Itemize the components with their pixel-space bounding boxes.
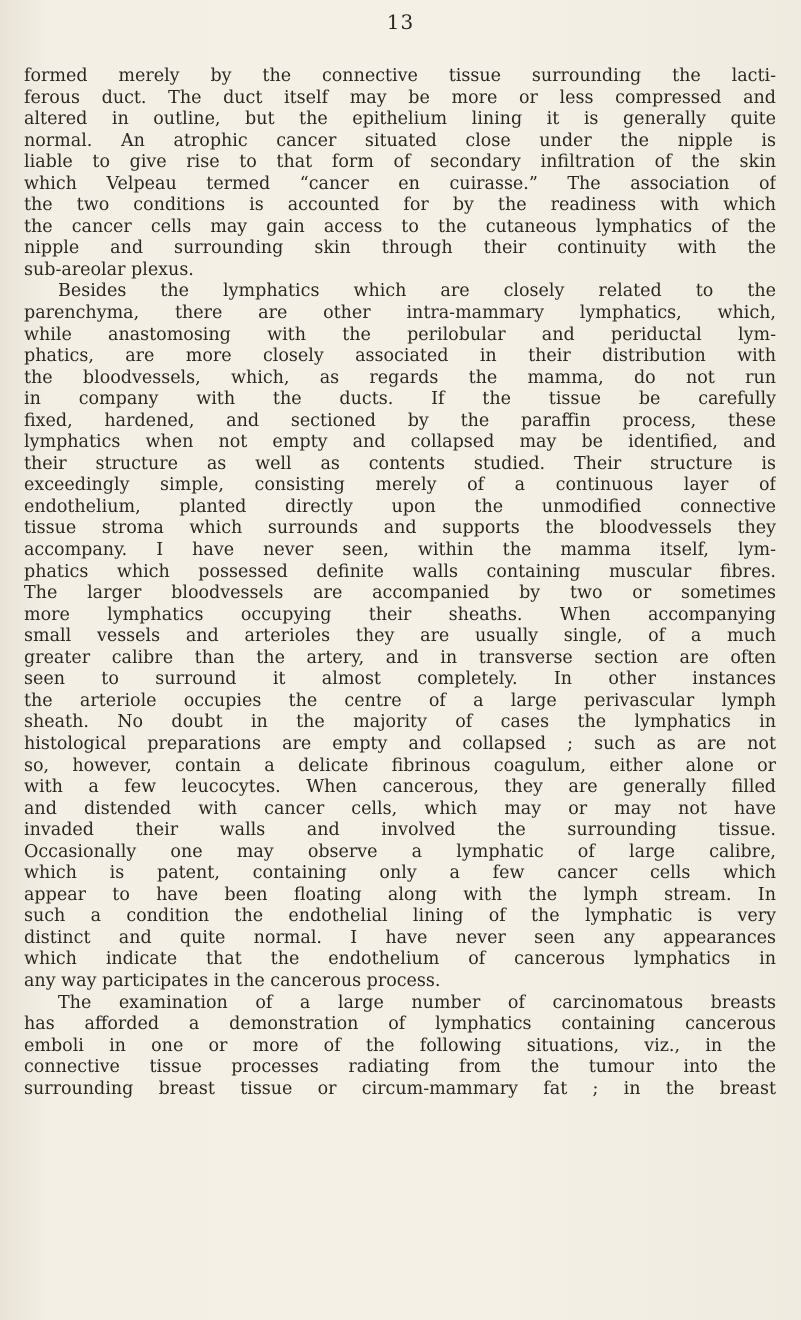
text-line: exceedingly simple, consisting merely of a continuous layer of — [24, 475, 776, 496]
text-line: phatics which possessed definite walls containing muscular fibres. — [24, 561, 776, 582]
text-line: formed merely by the connective tissue surrounding the lacti- — [24, 66, 776, 86]
text-line: altered in outline, but the epithelium lining it is generally quite — [24, 109, 776, 130]
text-line: such a condition the endothelial lining of the lymphatic is very — [24, 906, 776, 927]
text-line: more lymphatics occupying their sheaths. When accompanying — [24, 604, 776, 625]
text-line: liable to give rise to that form of secondary infiltration of the skin — [24, 152, 776, 173]
text-line: which indicate that the endothelium of cancerous lymphatics in — [24, 949, 776, 970]
text-line: phatics, are more closely associated in their distribution with — [24, 346, 776, 367]
text-line: normal. An atrophic cancer situated close under the nipple is — [24, 130, 776, 151]
text-line: with a few leucocytes. When cancerous, they are generally filled — [24, 777, 776, 798]
text-line: the bloodvessels, which, as regards the mamma, do not run — [24, 367, 776, 388]
text-line: endothelium, planted directly upon the unmodified connective — [24, 496, 776, 517]
text-line: appear to have been floating along with the lymph stream. In — [24, 884, 776, 905]
text-line: in company with the ducts. If the tissue be carefully — [24, 389, 776, 410]
text-line: seen to surround it almost completely. In other instances — [24, 669, 776, 690]
text-line: so, however, contain a delicate fibrinous coagulum, either alone or — [24, 755, 776, 776]
text-line: nipple and surrounding skin through their continuity with the — [24, 238, 776, 259]
text-line: distinct and quite normal. I have never seen any appearances — [24, 927, 776, 948]
text-line: sheath. No doubt in the majority of cases the lymphatics in — [24, 712, 776, 733]
text-line: which Velpeau termed “cancer en cuirasse.” The association of — [24, 173, 776, 194]
text-line: connective tissue processes radiating from the tumour into the — [24, 1057, 776, 1078]
text-line: ferous duct. The duct itself may be more or less compressed and — [24, 87, 776, 108]
text-line: Besides the lymphatics which are closely related to the — [58, 281, 776, 302]
text-line: sub-areolar plexus. — [24, 259, 194, 280]
text-line: the two conditions is accounted for by the readiness with which — [24, 195, 776, 216]
text-line: emboli in one or more of the following situations, viz., in the — [24, 1035, 776, 1056]
text-line: parenchyma, there are other intra-mammary lymphatics, which, — [24, 303, 776, 324]
text-line: tissue stroma which surrounds and supports the bloodvessels they — [24, 518, 776, 539]
text-line: greater calibre than the artery, and in transverse section are often — [24, 647, 776, 668]
text-line: lymphatics when not empty and collapsed may be identified, and — [24, 432, 776, 453]
body-text — [24, 66, 776, 1100]
text-line: the arteriole occupies the centre of a large perivascular lymph — [24, 690, 776, 711]
text-line: the cancer cells may gain access to the cutaneous lymphatics of the — [24, 216, 776, 237]
page-number: 13 — [386, 10, 415, 34]
text-line: fixed, hardened, and sectioned by the paraffin process, these — [24, 410, 776, 431]
text-line: The larger bloodvessels are accompanied by two or sometimes — [24, 583, 776, 604]
text-line: has afforded a demonstration of lymphatics containing cancerous — [24, 1014, 776, 1035]
text-line: histological preparations are empty and collapsed ; such as are not — [24, 733, 776, 754]
text-line: Occasionally one may observe a lymphatic of large calibre, — [24, 841, 776, 862]
text-line: invaded their walls and involved the surrounding tissue. — [24, 820, 776, 841]
text-line: accompany. I have never seen, within the mamma itself, lym- — [24, 540, 776, 561]
text-line: and distended with cancer cells, which may or may not have — [24, 798, 776, 819]
text-line: small vessels and arterioles they are usually single, of a much — [24, 626, 776, 647]
text-line: surrounding breast tissue or circum-mammary fat ; in the breast — [24, 1078, 776, 1099]
text-line: The examination of a large number of carcinomatous breasts — [58, 992, 776, 1013]
text-line: while anastomosing with the perilobular and periductal lym- — [24, 324, 776, 345]
text-line: which is patent, containing only a few cancer cells which — [24, 863, 776, 884]
text-line: any way participates in the cancerous process. — [24, 970, 441, 991]
text-line: their structure as well as contents studied. Their structure is — [24, 453, 776, 474]
